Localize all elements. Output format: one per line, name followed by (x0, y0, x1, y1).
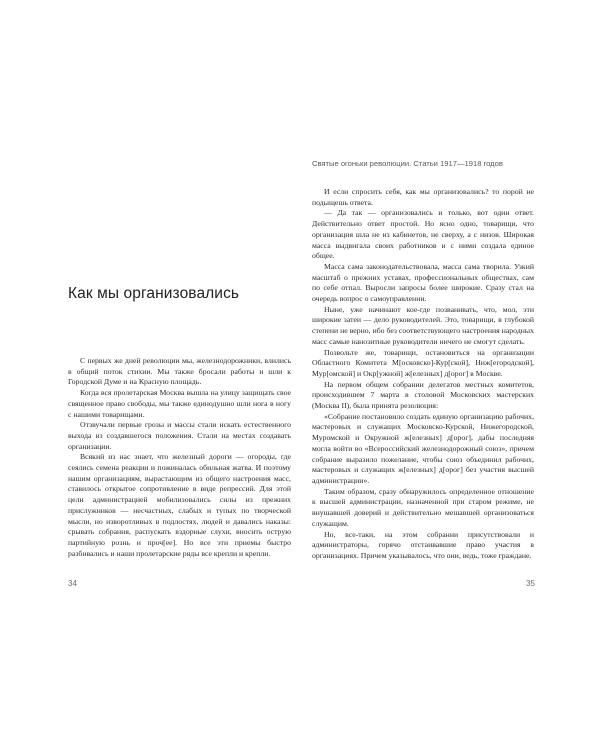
right-body-text (312, 187, 534, 562)
paragraph: «Собрание постановило создать единую организацию рабочих, мастеровых и служащих Московско-Курской, Нижегородской, Муромской и Окружной ж[елезных] д[орог], дабы последняя могла войти во «Всероссийский железнодорожный союз», причем собрание выразило пожелание, чтобы союз объединил рабочих, мастеровых и служащих ж[елезных] д[орог] без участия высшей администрации». (312, 411, 534, 485)
page-number-left: 34 (68, 579, 77, 588)
paragraph: Всякий из нас знает, что железный дороги — огороды, где сеялись семена реакции и пожиналась обильная жатва. И поэтому нашим организациям, вырастающим из общего настроения масс, ставилось открытое сопротивление в виде репрессий. Для этой цели администрацией мобилизовались силы из прежних прислужников — несчастных, слабых и тупых по творческой мысли, но изворотливых в подлостях, людей и давались наказы: срывать собрания, распускать вздорные слухи, вносить острую партийную рознь и проч[ее]. Но все эти приемы быстро разбивались и наши пролетарские ряды все крепли и крепли. (68, 452, 291, 558)
paragraph: Отзвучали первые грозы и массы стали искать естественного выхода из создавшегося положения. Стали на местах создавать организации. (68, 420, 291, 451)
right-page (300, 0, 600, 750)
paragraph: — Да так — организовались и только, вот один ответ. Действительно ответ простой. Но ясно одно, товарищи, что организация шла не из кабинетов, не сверху, а с низов. Широкая масса выдвигала своих работников и с ними создала единое общее. (312, 208, 534, 261)
paragraph: Таким образом, сразу обнаружилось определенное отношение к высшей администрации, назначенной при старом режиме, не внушавшей доверий и действительно мешавшей организоваться служащим. (312, 486, 534, 528)
left-body-text (68, 356, 291, 559)
page-number-right: 35 (526, 579, 535, 588)
chapter-title: Как мы организовались (68, 285, 240, 302)
paragraph: На первом общем собрании делегатов местных комитетов, происходившем 7 марта в столовой Московских мастерских (Москва II), была принята резолюция: (312, 379, 534, 411)
paragraph: С первых же дней революции мы, железнодорожники, влились в общий поток стихии. Мы также бросали работы и шли к Городской Думе и на Красную площадь. (68, 356, 291, 387)
running-header: Святые огоньки революции. Статьи 1917—1918 годов (312, 159, 503, 168)
paragraph: Масса сама законодательствовала, масса сама творила. Узкий масштаб о прежних уставах, профессиональных обществах, сам по себе отпал. Выросли запросы более широкие. Сразу стал на очередь вопрос о самоуправлении. (312, 261, 534, 304)
paragraph: Но, все-таки, на этом собрании присутствовали и администраторы, горячо отстаивавшие право участия в организациях. Причем указывалось, что они, ведь, тоже граждане. (312, 529, 534, 560)
paragraph: Позвольте же, товарищи, остановиться на организации Областного Комитета М[осковско]-Кур[ской], Ниж[егородской], Мур[омской] и Окр[ужной] ж[елезных] д[орог] в Москве. (312, 347, 534, 378)
paragraph: Ныне, уже начинают кое-где позванивать, что, мол, эти широкие затеи — дело руководителей. Это, товарищи, в глубокой степени не верно, ибо без соответствующего настроения народных масс самые нанозитные руководители ничего не смогут сделать. (312, 304, 534, 346)
paragraph: И если спросить себя, как мы организовались? то порой не подыщешь ответа. (312, 187, 534, 207)
paragraph: Когда вся пролетарская Москва вышла на улицу защищать свое священное право свободы, мы также единодушно шли нога в ногу с нашими товарищами. (68, 388, 291, 419)
